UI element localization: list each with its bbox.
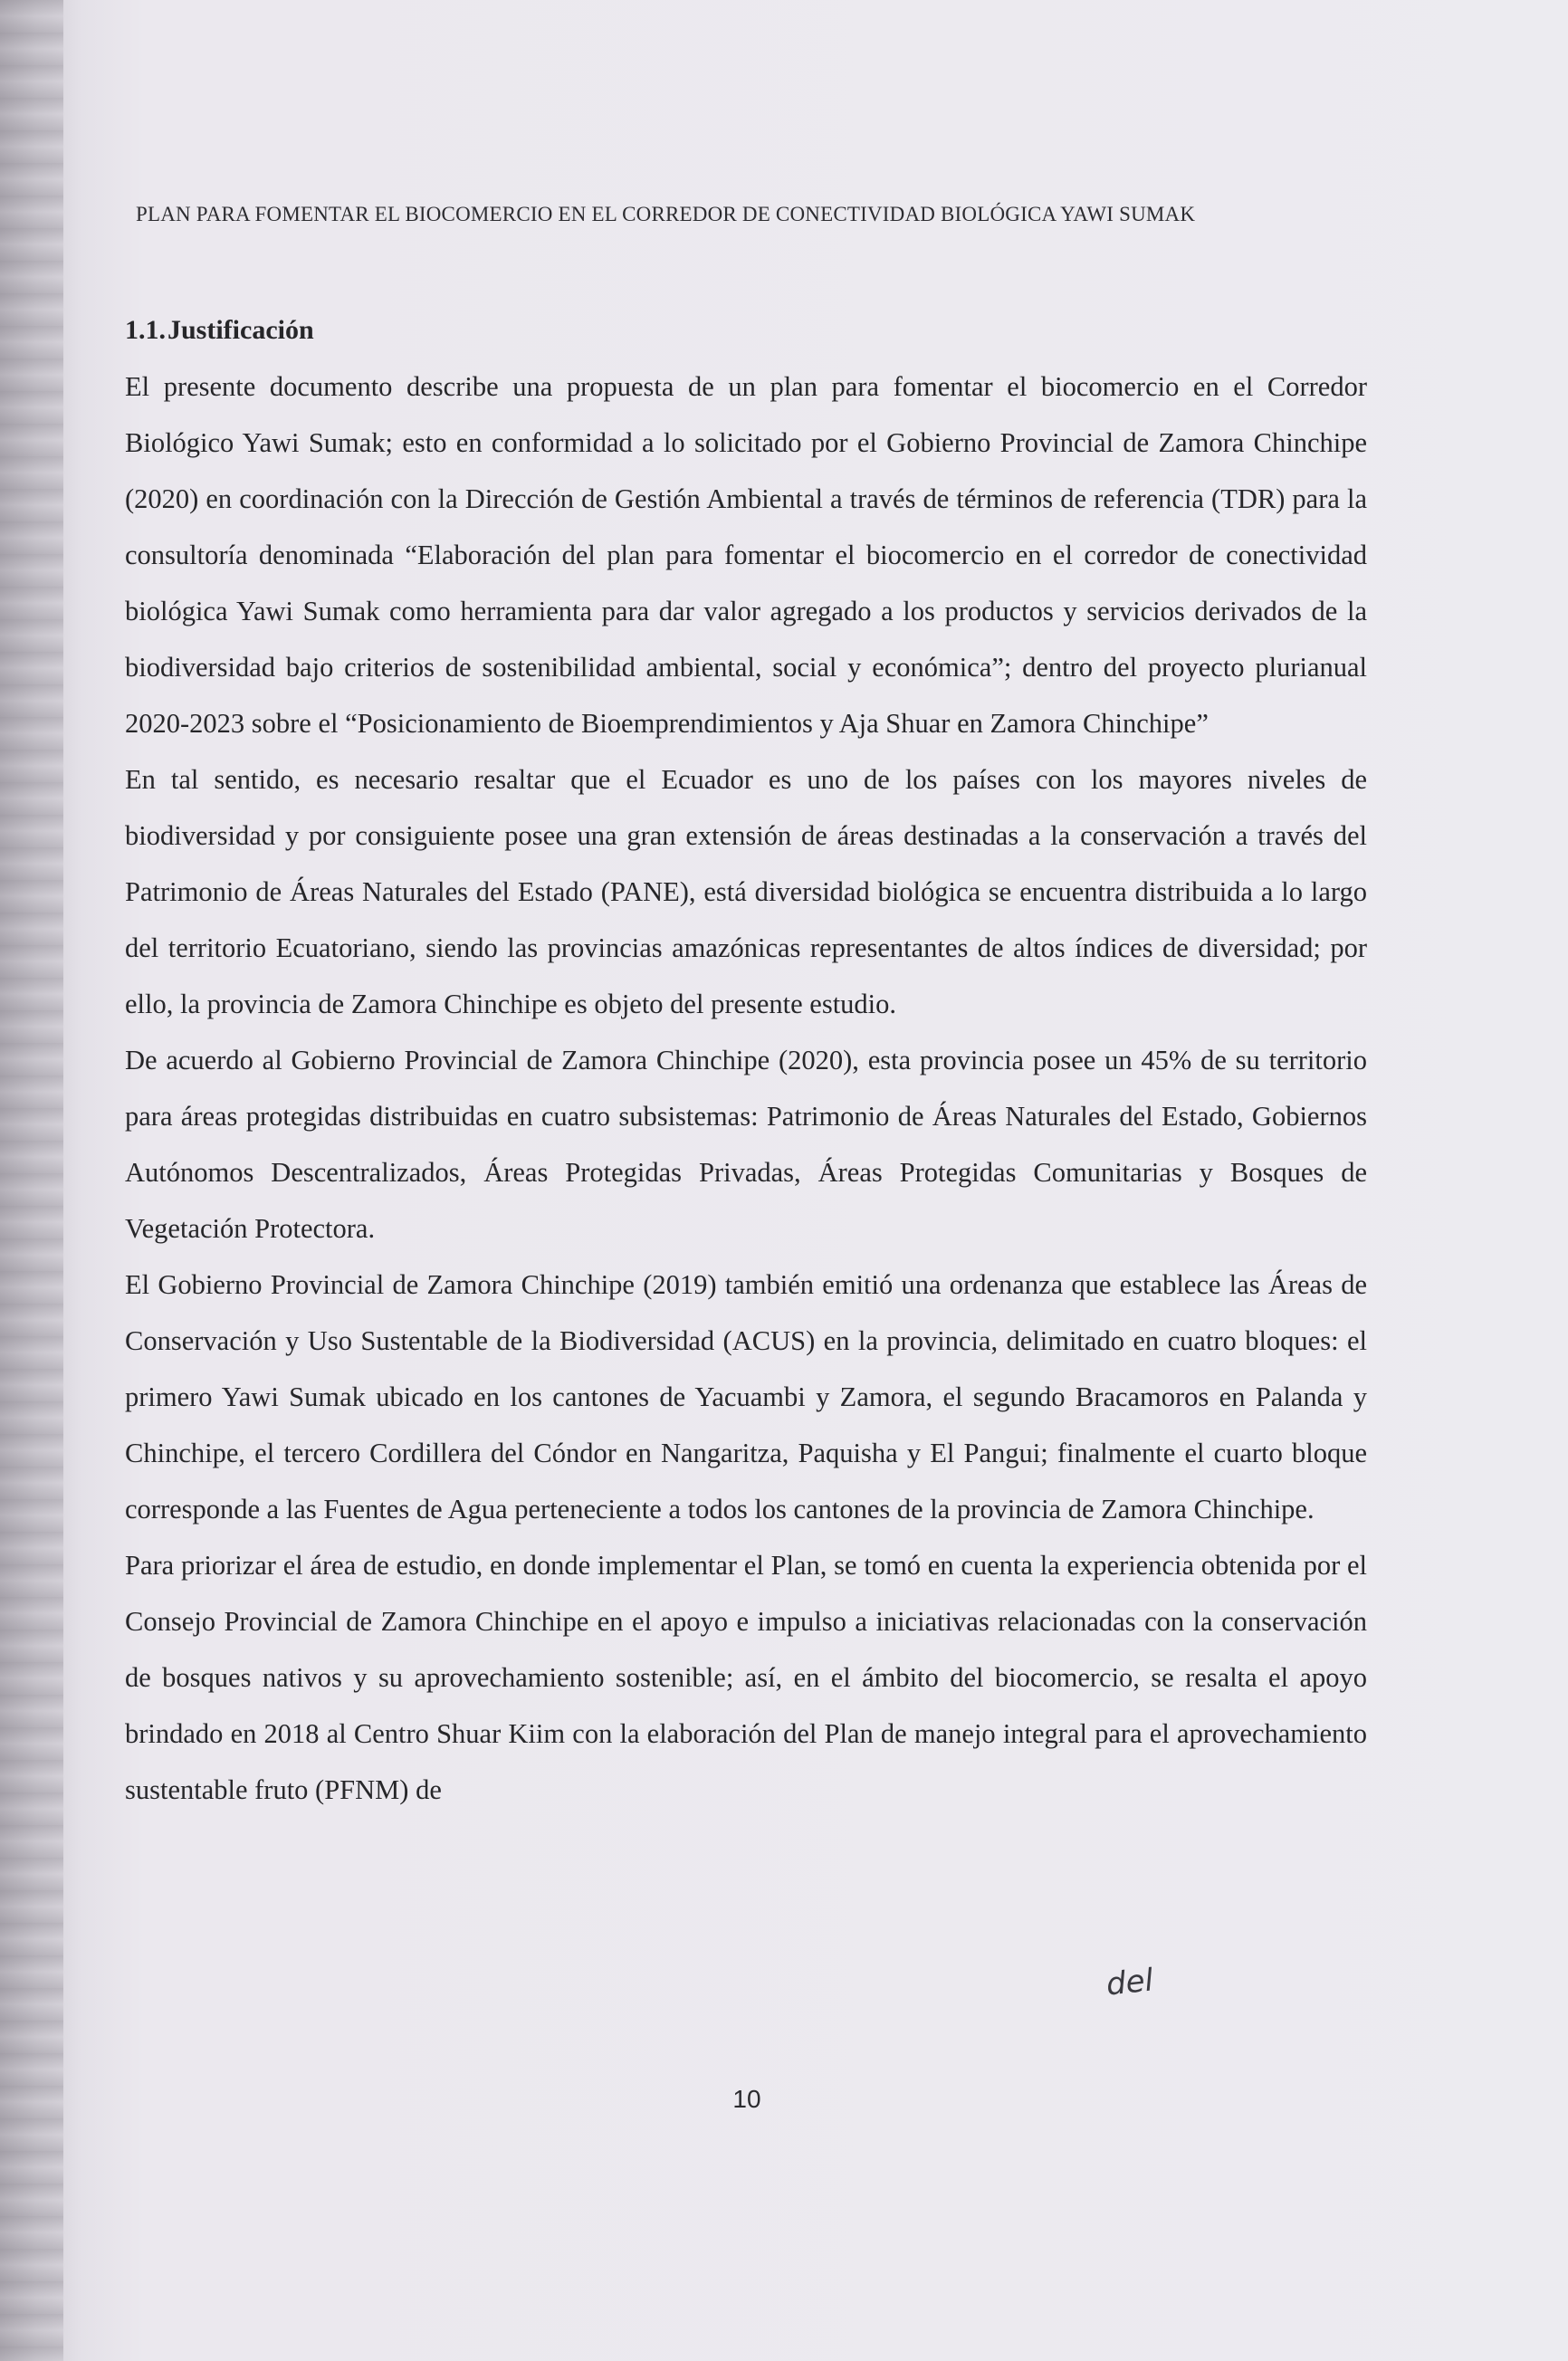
section-number: 1.1. (125, 315, 166, 345)
page-number: 10 (732, 2085, 761, 2113)
handwritten-note: del (1104, 1962, 1155, 2003)
paragraph-2: En tal sentido, es necesario resaltar que el Ecuador es uno de los países con los mayores niveles de biodiversidad y por consiguiente posee una gran extensión de áreas destinadas a la conservación a través del Patrimonio de Áreas Naturales del Estado (PANE), está diversidad biológica se encuentra distribuida a lo largo del territorio Ecuatoriano, siendo las provincias amazónicas representantes de altos índices de diversidad; por ello, la provincia de Zamora Chinchipe es objeto del presente estudio. (125, 764, 1367, 1019)
paragraph-3: De acuerdo al Gobierno Provincial de Zamora Chinchipe (2020), esta provincia posee un 45% de su territorio para áreas protegidas distribuidas en cuatro subsistemas: Patrimonio de Áreas Naturales del Estado, Gobiernos Autónomos Descentralizados, Áreas Protegidas Privadas, Áreas Protegidas Comunitarias y Bosques de Vegetación Protectora. (125, 1045, 1367, 1244)
paragraph-4: El Gobierno Provincial de Zamora Chinchipe (2019) también emitió una ordenanza que establece las Áreas de Conservación y Uso Sustentable de la Biodiversidad (ACUS) en la provincia, delimitado en cuatro bloques: el primero Yawi Sumak ubicado en los cantones de Yacuambi y Zamora, el segundo Bracamoros en Palanda y Chinchipe, el tercero Cordillera del Cóndor en Nangaritza, Paquisha y El Pangui; finalmente el cuarto bloque corresponde a las Fuentes de Agua perteneciente a todos los cantones de la provincia de Zamora Chinchipe. (125, 1269, 1367, 1525)
section-title: Justificación (167, 315, 314, 345)
paragraph-1: El presente documento describe una propuesta de un plan para fomentar el biocomercio en el Corredor Biológico Yawi Sumak; esto en conformidad a lo solicitado por el Gobierno Provincial de Zamora Chinchipe (2020) en coordinación con la Dirección de Gestión Ambiental a través de términos de referencia (TDR) para la consultoría denominada “Elaboración del plan para fomentar el biocomercio en el corredor de conectividad biológica Yawi Sumak como herramienta para dar valor agregado a los productos y servicios derivados de la biodiversidad bajo criterios de sostenibilidad ambiental, social y económica”; dentro del proyecto plurianual 2020-2023 sobre el “Posicionamiento de Bioemprendimientos y Aja Shuar en Zamora Chinchipe” (125, 371, 1367, 739)
binding-shadow (0, 0, 63, 2361)
section-heading (125, 302, 1367, 358)
running-header: PLAN PARA FOMENTAR EL BIOCOMERCIO EN EL CORREDOR DE CONECTIVIDAD BIOLÓGICA YAWI SUMAK (136, 203, 1196, 225)
paragraph-5: Para priorizar el área de estudio, en donde implementar el Plan, se tomó en cuenta la experiencia obtenida por el Consejo Provincial de Zamora Chinchipe en el apoyo e impulso a iniciativas relacionadas con la conservación de bosques nativos y su aprovechamiento sostenible; así, en el ámbito del biocomercio, se resalta el apoyo brindado en 2018 al Centro Shuar Kiim con la elaboración del Plan de manejo integral para el aprovechamiento sustentable fruto (PFNM) de (125, 1550, 1367, 1805)
body-text (125, 302, 1367, 1818)
